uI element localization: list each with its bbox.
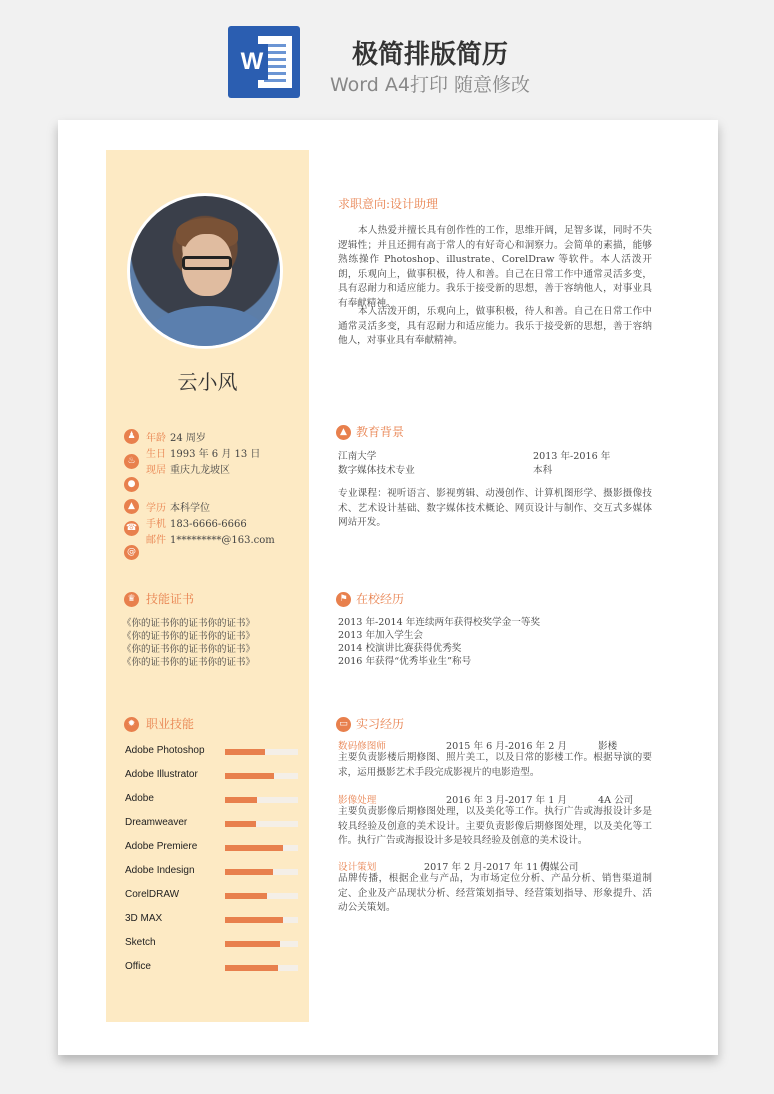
cake-icon: ♨ [124,454,139,469]
internship-period: 2015 年 6 月-2016 年 2 月 [446,741,567,752]
info-education: 学历 本科学位 [146,503,210,514]
trophy-icon: ♛ [124,592,139,607]
sidebar [106,150,309,1022]
internship-company: 影楼 [598,741,618,752]
skill-name: Sketch [125,937,156,948]
certificate-item: 《你的证书你的证书你的证书》 [122,618,256,629]
certificates-title: 技能证书 [146,592,195,606]
skill-bar [225,749,298,755]
info-age: 年龄 24 周岁 [146,433,206,444]
at-icon: @ [124,545,139,560]
skill-name: Dreamweaver [125,817,188,828]
monitor-icon: ▭ [336,717,351,732]
info-birthday: 生日 1993 年 6 月 13 日 [146,449,261,460]
objective-paragraph-1: 本人热爱并擅长具有创作性的工作，思维开阔，足智多谋，同时不失逻辑性；并且还拥有高于常人的有好奇心和洞察力。会简单的素描，能够熟练操作 Photoshop、illustrate、CorelDraw 等软件。本人活泼开朗，乐观向上，做事积极，待人和善。自己在日常工作中通常灵活多变，具有忍耐力和适应能力。我乐于接受新的思想，善于容纳他人，对事业具有奉献精神。 [338,225,652,309]
campus-title: 在校经历 [356,592,405,606]
banner-title: 极简排版简历 [351,40,508,70]
phone-icon: ☎ [124,521,139,536]
skill-name: Adobe Photoshop [125,745,205,756]
skill-bar [225,965,298,971]
person-name: 云小风 [177,370,238,394]
skills-title: 职业技能 [146,717,195,731]
flag-icon: ⚑ [336,592,351,607]
skill-bar [225,869,298,875]
objective-title: 求职意向:设计助理 [338,197,439,211]
education-courses: 专业课程：视听语言、影视剪辑、动漫创作、计算机图形学、摄影摄像技术、艺术设计基础、数字媒体技术概论、网页设计与制作、交互式多媒体网站开发。 [338,488,652,528]
resume-page [58,120,718,1055]
skill-bar [225,941,298,947]
internship-desc: 主要负责影像后期修图处理，以及美化等工作。执行广告或海报设计多是较具经验及创意的美术设计。主要负责影像后期修图处理，以及美化等工作。执行广告或海报设计多是较具经验及创意的美术设计。 [338,806,652,846]
graduation-cap-icon: ▲ [124,499,139,514]
skill-name: Adobe Illustrator [125,769,198,780]
education-school: 江南大学 [338,451,377,462]
certificate-item: 《你的证书你的证书你的证书》 [122,631,256,642]
skill-bar-fill [225,965,278,971]
avatar [127,193,283,349]
skill-bar-fill [225,869,273,875]
skill-bar-fill [225,821,256,827]
skill-name: Adobe Indesign [125,865,195,876]
skill-name: Adobe [125,793,154,804]
internship-title: 实习经历 [356,717,405,731]
skill-bar-fill [225,917,283,923]
campus-item: 2014 校演讲比赛获得优秀奖 [338,643,462,654]
internship-company: 传媒公司 [540,862,579,873]
certificate-item: 《你的证书你的证书你的证书》 [122,657,256,668]
internship-role: 设计策划 [338,862,377,873]
skill-bar-fill [225,797,257,803]
graduation-cap-icon: ▲ [336,425,351,440]
skill-name: CorelDRAW [125,889,180,900]
skill-bar-fill [225,773,274,779]
skill-bar [225,845,298,851]
word-letter: W [236,44,268,80]
campus-item: 2013 年-2014 年连续两年获得校奖学金一等奖 [338,617,541,628]
skill-bar [225,917,298,923]
skill-bar [225,893,298,899]
location-icon: ● [124,477,139,492]
skill-name: 3D MAX [125,913,163,924]
skill-bar [225,773,298,779]
person-icon: ♟ [124,429,139,444]
skill-bar-fill [225,845,283,851]
banner-subtitle: Word A4打印 随意修改 [329,74,530,96]
word-logo-icon [228,26,300,98]
campus-item: 2016 年获得“优秀毕业生”称号 [338,656,472,667]
education-degree: 本科 [533,465,553,476]
info-residence: 现居 重庆九龙坡区 [146,465,230,476]
education-period: 2013 年-2016 年 [533,451,611,462]
internship-period: 2017 年 2 月-2017 年 11 月 [424,862,552,873]
objective-paragraph-2: 本人活泼开朗，乐观向上，做事积极，待人和善。自己在日常工作中通常灵活多变，具有忍耐力和适应能力。我乐于接受新的思想，善于容纳他人，对事业具有奉献精神。 [338,306,652,346]
info-email: 邮件 1*********@163.com [146,535,275,546]
education-major: 数字媒体技术专业 [338,465,415,476]
gear-icon: ✹ [124,717,139,732]
education-title: 教育背景 [356,425,405,439]
banner [0,0,774,110]
internship-desc: 主要负责影楼后期修图、照片美工，以及日常的影楼工作。根据导演的要求，运用摄影艺术手段完成影视片的电影造型。 [338,752,652,778]
internship-period: 2016 年 3 月-2017 年 1 月 [446,795,567,806]
skill-bar-fill [225,749,265,755]
skill-name: Adobe Premiere [125,841,198,852]
internship-desc: 品牌传播，根据企业与产品，为市场定位分析、产品分析、销售渠道制定、企业及产品现状分析、经营策划指导、经营策划指导、形象提升、活动公关策划。 [338,873,652,913]
internship-role: 数码修图师 [338,741,386,752]
internship-company: 4A 公司 [598,795,634,806]
internship-role: 影像处理 [338,795,377,806]
skill-bar-fill [225,893,267,899]
skill-bar [225,797,298,803]
certificate-item: 《你的证书你的证书你的证书》 [122,644,256,655]
campus-item: 2013 年加入学生会 [338,630,424,641]
skill-bar [225,821,298,827]
skill-bar-fill [225,941,280,947]
skill-name: Office [125,961,151,972]
info-phone: 手机 183-6666-6666 [146,519,247,530]
